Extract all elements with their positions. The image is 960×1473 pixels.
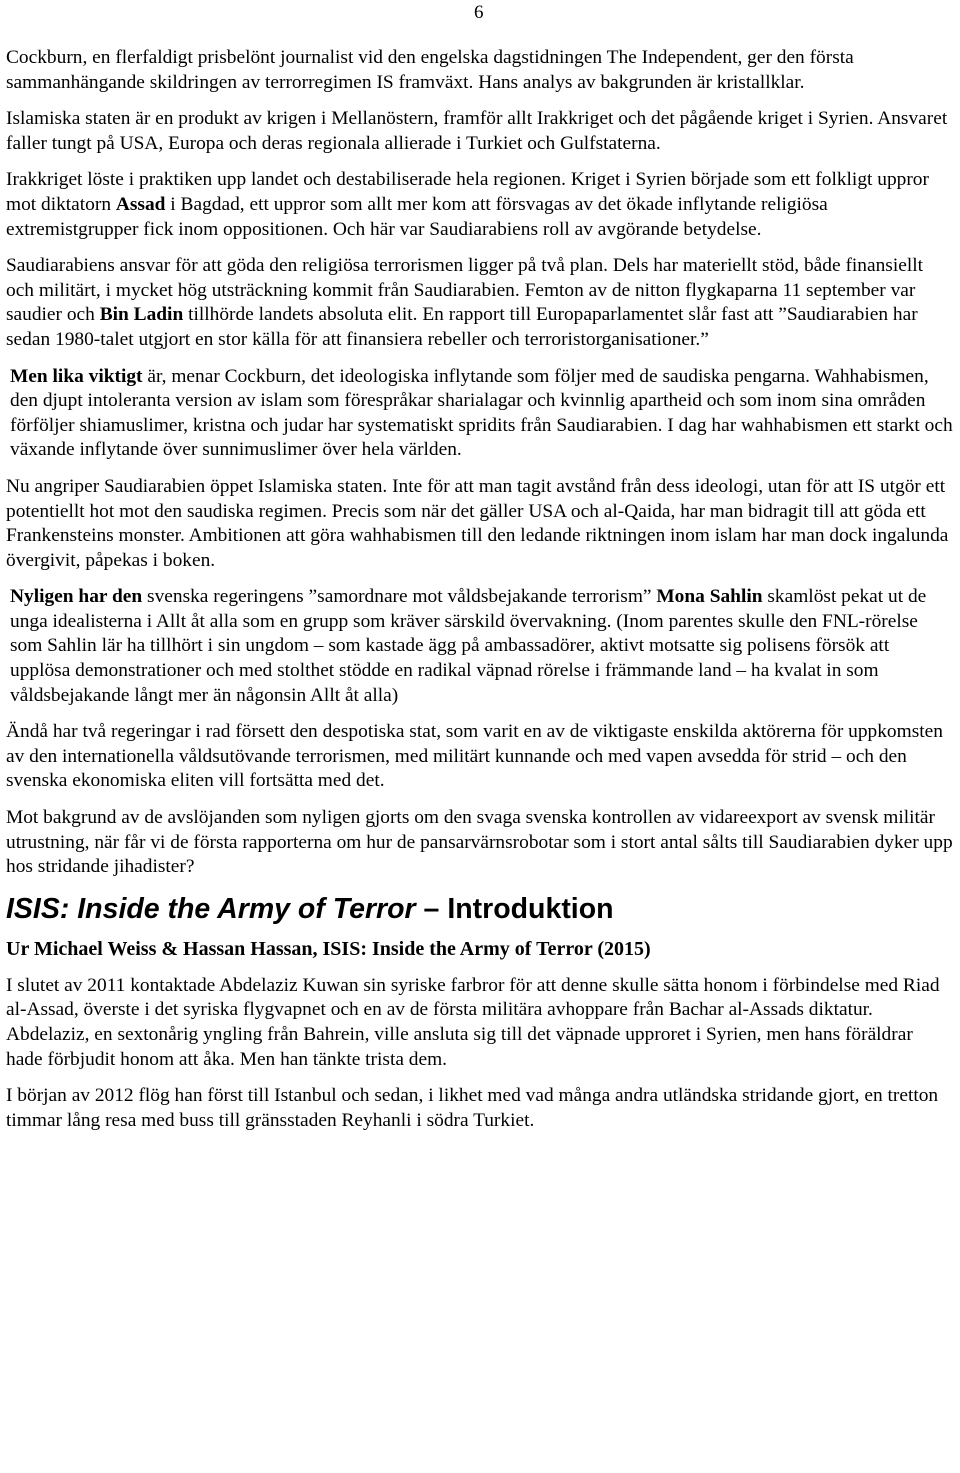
paragraph-4-text-c: tillhörde landets absoluta elit. En rapport till Europaparlamentet slår fast att ”Saudiarabien har sedan 1980-talet utgjort en stor källa för att finansiera rebeller och terroristorganisationer.”	[6, 304, 923, 350]
paragraph-7-lead: Nyligen har den	[10, 586, 143, 608]
paragraph-5-text: är, menar Cockburn, det ideologiska inflytande som följer med de saudiska pengarna. Wahhabismen, den djupt intoleranta version av islam som förespråkar sharialagar och kvinnlig apartheid och som inom sina områden förföljer shiamuslimer, kristna och judar har systematiskt spridits från Saudiarabien. I dag har wahhabismen ett starkt och växande inflytande över sunnimuslimer över hela världen.	[10, 365, 958, 461]
paragraph-4	[6, 254, 954, 352]
paragraph-7-text-b: svenska regeringens ”samordnare mot våldsbejakande terrorism”	[142, 586, 657, 608]
paragraph-8: Ändå har två regeringar i rad försett den despotiska stat, som varit en av de viktigaste enskilda aktörerna för uppkomsten av den internationella våldsutövande terrorismen, med militärt kunnande och med vapen avsedda för strid – och den svenska ekonomiska eliten vill fortsätta med det.	[6, 721, 948, 792]
section-paragraph-1: I slutet av 2011 kontaktade Abdelaziz Kuwan sin syriske farbror för att denne skulle sätta honom i förbindelse med Riad al-Assad, överste i det syriska flygvapnet och en av de första militära avhoppare från Bachar al-Assads diktatur. Abdelaziz, en sextonårig yngling från Bahrein, ville ansluta sig till det väpnade upproret i Syrien, men hans föräldrar hade förbjudit honom att åka. Men han tänkte trista dem.	[6, 974, 945, 1070]
assad-bold: Assad	[115, 193, 166, 215]
section-paragraph-2: I början av 2012 flög han först till Istanbul och sedan, i likhet med vad många andra utländska stridande gjort, en tretton timmar lång resa med buss till gränsstaden Reyhanli i södra Turkiet.	[6, 1085, 943, 1131]
paragraph-9: Mot bakgrund av de avslöjanden som nyligen gjorts om den svaga svenska kontrollen av vidareexport av svensk militär utrustning, när får vi de första rapporterna om hur de pansarvärnsrobotar som i stort antal sålts till Saudiarabien dyker upp hos stridande jihadister?	[6, 807, 958, 878]
section-heading	[6, 892, 954, 926]
paragraph-5	[6, 365, 958, 463]
section-heading-italic: ISIS: Inside the Army of Terror	[6, 892, 416, 925]
paragraph-7	[6, 585, 954, 708]
bin-ladin-bold: Bin Ladin	[99, 304, 184, 326]
paragraph-3-text-c: i Bagdad, ett uppror som allt mer kom att försvagas av det ökade inflytande religiösa extremistgrupper fick inom oppositionen. Och här var Saudiarabiens roll av avgörande betydelse.	[6, 193, 833, 240]
paragraph-2: Islamiska staten är en produkt av krigen i Mellanöstern, framför allt Irakkriget och det pågående kriget i Syrien. Ansvaret faller tungt på USA, Europa och deras regionala allierade i Turkiet och Gulfstaterna.	[6, 108, 953, 154]
paragraph-3-text-a: Irakkriget löste i praktiken upp landet och destabiliserade hela regionen. Kriget i Syrien började som ett folkligt uppror mot diktatorn	[6, 169, 934, 215]
paragraph-1: Cockburn, en flerfaldigt prisbelönt journalist vid den engelska dagstidningen The Independent, ger den första sammanhängande skildringen av terrorregimen IS framväxt. Hans analys av bakgrunden är kristallklar.	[6, 47, 859, 93]
section-heading-rest: – Introduktion	[415, 892, 614, 925]
paragraph-4-text-a: Saudiarabiens ansvar för att göda den religiösa terrorismen ligger på två plan. Dels har materiellt stöd, både finansiellt och militärt, i mycket hög utsträckning kommit från Saudiarabien. Femton av de nitton flygkaparna 11 september var saudier och	[6, 255, 928, 326]
paragraph-7-text-d: skamlöst pekat ut de unga idealisterna i Allt åt alla som en grupp som kräver särskild övervakning. (Inom parentes skulle den FNL-rörelse som Sahlin lär ha tillhört i sin ungdom – som kastade ägg på ambassadörer, aktivt motsatte sig polisens försök att upplösa demonstrationer och med stolthet stödde en radikal väpnad rörelse i främmande land – ha kvalat in som våldsbejakande långt mer än någonsin Allt åt alla)	[10, 586, 932, 706]
page-number: 6	[474, 2, 484, 23]
section-subtitle: Ur Michael Weiss & Hassan Hassan, ISIS: Inside the Army of Terror (2015)	[6, 937, 651, 960]
paragraph-3	[6, 168, 954, 242]
mona-sahlin-bold: Mona Sahlin	[656, 586, 763, 608]
document-body	[6, 46, 958, 1145]
paragraph-6: Nu angriper Saudiarabien öppet Islamiska staten. Inte för att man tagit avstånd från dess ideologi, utan för att IS utgör ett potentiellt hot mot den saudiska regimen. Precis som när det gäller USA och al-Qaida, har man bidragit till att göda ett Frankensteins monster. Ambitionen att göra wahhabismen till den ledande riktningen inom islam har man dock ingalunda övergivit, påpekas i boken.	[6, 475, 954, 571]
paragraph-5-lead: Men lika viktigt	[10, 365, 143, 387]
